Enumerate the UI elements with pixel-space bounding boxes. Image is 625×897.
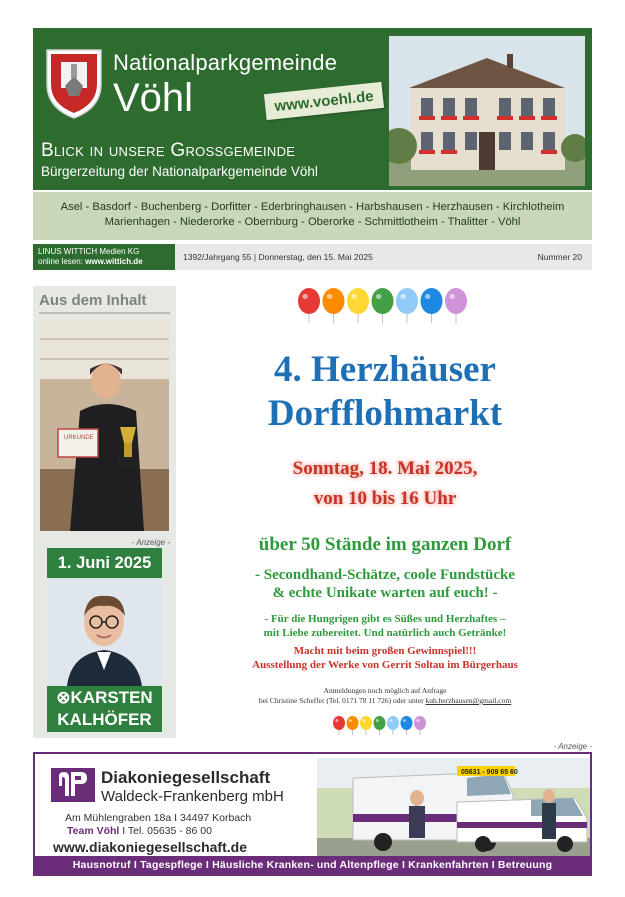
online-label: online lesen: [38,257,83,266]
diakonie-logo-icon [51,768,95,802]
athlete-photo[interactable] [40,319,169,531]
org-website-link[interactable]: www.diakoniegesellschaft.de [53,839,247,855]
coat-of-arms-icon [43,46,105,120]
event-time-line: von 10 bis 16 Uhr [313,488,457,509]
team-label: Team Vöhl [67,825,120,837]
flea-market-ad [178,280,592,740]
balloon-highlight [362,719,365,722]
balloon [347,288,369,314]
candidate-last-name: KALHÖFER [57,710,152,729]
campaign-date: 1. Juni 2025 [47,548,162,578]
candidate-first-name: ⊗KARSTEN [56,688,153,707]
registration-line: Anmeldungen noch möglich auf Anfrage [323,686,447,695]
subtagline: Bürgerzeitung der Nationalparkgemeinde Vöhl [41,164,318,179]
balloon-highlight [302,294,308,299]
certificate-label: URKUNDE [64,435,94,441]
balloon [333,716,345,730]
org-name: Diakoniegesellschaft [101,768,271,787]
balloon-highlight [327,294,333,299]
tagline: Blick in unsere Grossgemeinde [41,140,296,161]
issue-info: 1392/Jahrgang 55 | Donnerstag, den 15. Mai 2025 [183,252,373,262]
balloons-small-icon [331,714,431,738]
raffle-line: Macht mit beim großen Gewinnspiel!!! [293,645,477,657]
balloon-highlight [335,719,338,722]
balloon-highlight [389,719,392,722]
balloon-highlight [449,294,455,299]
org-subname: Waldeck-Frankenberg mbH [101,788,284,805]
raffle-text [178,644,592,672]
balloon [374,716,386,730]
event-title-line: 4. Herzhäuser [274,349,496,390]
balloon-highlight [400,294,406,299]
balloon [421,288,443,314]
event-date [178,454,592,514]
team-phone: I Tel. 05635 - 86 00 [122,825,212,837]
contact-text: bei Christine Scheffer (Tel. 0171 78 11 726) oder unter [258,696,424,705]
ad-label: - Anzeige - [553,742,592,751]
balloon-highlight [403,719,406,722]
campaign-ad[interactable] [47,548,162,732]
town-hall-photo [389,36,585,186]
contact-line [178,696,592,706]
balloon [401,716,413,730]
contents-title: Aus dem Inhalt [39,292,147,309]
issue-bar [33,244,592,270]
contents-sidebar [33,286,176,738]
highlights-line: - Secondhand-Schätze, coole Fundstücke [254,567,516,583]
food-line: mit Liebe zubereitet. Und natürlich auch Getränke! [263,627,507,639]
org-address: Am Mühlengraben 18a I 34497 Korbach [65,812,252,824]
diakonie-ad[interactable] [33,752,592,876]
balloon-highlight [416,719,419,722]
services-bar: Hausnotruf I Tagespflege I Häusliche Kranken- und Altenpflege I Krankenfahrten I Betreuung [35,856,590,874]
food-text [178,612,592,640]
balloon-highlight [425,294,431,299]
publisher-name: LINUS WITTICH Medien KG [38,247,140,256]
event-title-line: Dorfflohmarkt [267,393,503,434]
brand-town: Vöhl [113,76,194,120]
balloon [347,716,359,730]
masthead [33,28,592,190]
online-url[interactable]: www.wittich.de [85,257,143,266]
villages-line: Asel - Basdorf - Buchenberg - Dorfitter - Ederbringhausen - Harbshausen - Herzhausen - Kirchlotheim [60,201,565,213]
balloon [372,288,394,314]
highlights-line: & echte Unikate warten auf euch! - [272,585,498,601]
balloon-highlight [376,294,382,299]
online-read [38,257,170,267]
exhibition-line: Ausstellung der Werke von Gerrit Soltau im Bürgerhaus [252,659,518,671]
vans-photo [317,758,590,856]
brand-title: Nationalparkgemeinde [113,50,338,75]
van-phone: 05631 - 909 65 60 [461,769,518,776]
team-contact [67,825,212,837]
divider [39,312,170,314]
balloon [414,716,426,730]
highlights-text [178,566,592,602]
registration-info [178,686,592,706]
balloons-icon [296,286,471,331]
balloon [298,288,320,314]
food-line: - Für die Hungrigen gibt es Süßes und Herzhaftes – [264,613,506,625]
balloon-highlight [351,294,357,299]
issue-number: Nummer 20 [537,252,582,262]
candidate-name [47,686,162,732]
close-x-icon: ⊗ [56,688,71,707]
balloon [387,716,399,730]
contact-email-link[interactable]: kuh.herzhausen@gmail.com [425,696,512,705]
publisher-box [33,244,175,270]
balloon [323,288,345,314]
website-tag[interactable]: www.voehl.de [264,82,384,120]
stands-headline: über 50 Stände im ganzen Dorf [258,534,512,555]
balloon-highlight [376,719,379,722]
balloon [360,716,372,730]
villages-line: Marienhagen - Niederorke - Obernburg - Oberorke - Schmittlotheim - Thalitter - Vöhl [104,216,521,228]
event-date-line: Sonntag, 18. Mai 2025, [292,458,478,479]
balloon [445,288,467,314]
balloon [396,288,418,314]
candidate-portrait [47,578,162,686]
event-title [178,348,592,436]
balloon-highlight [349,719,352,722]
ad-label: - Anzeige - [131,538,170,547]
villages-list [33,192,592,240]
